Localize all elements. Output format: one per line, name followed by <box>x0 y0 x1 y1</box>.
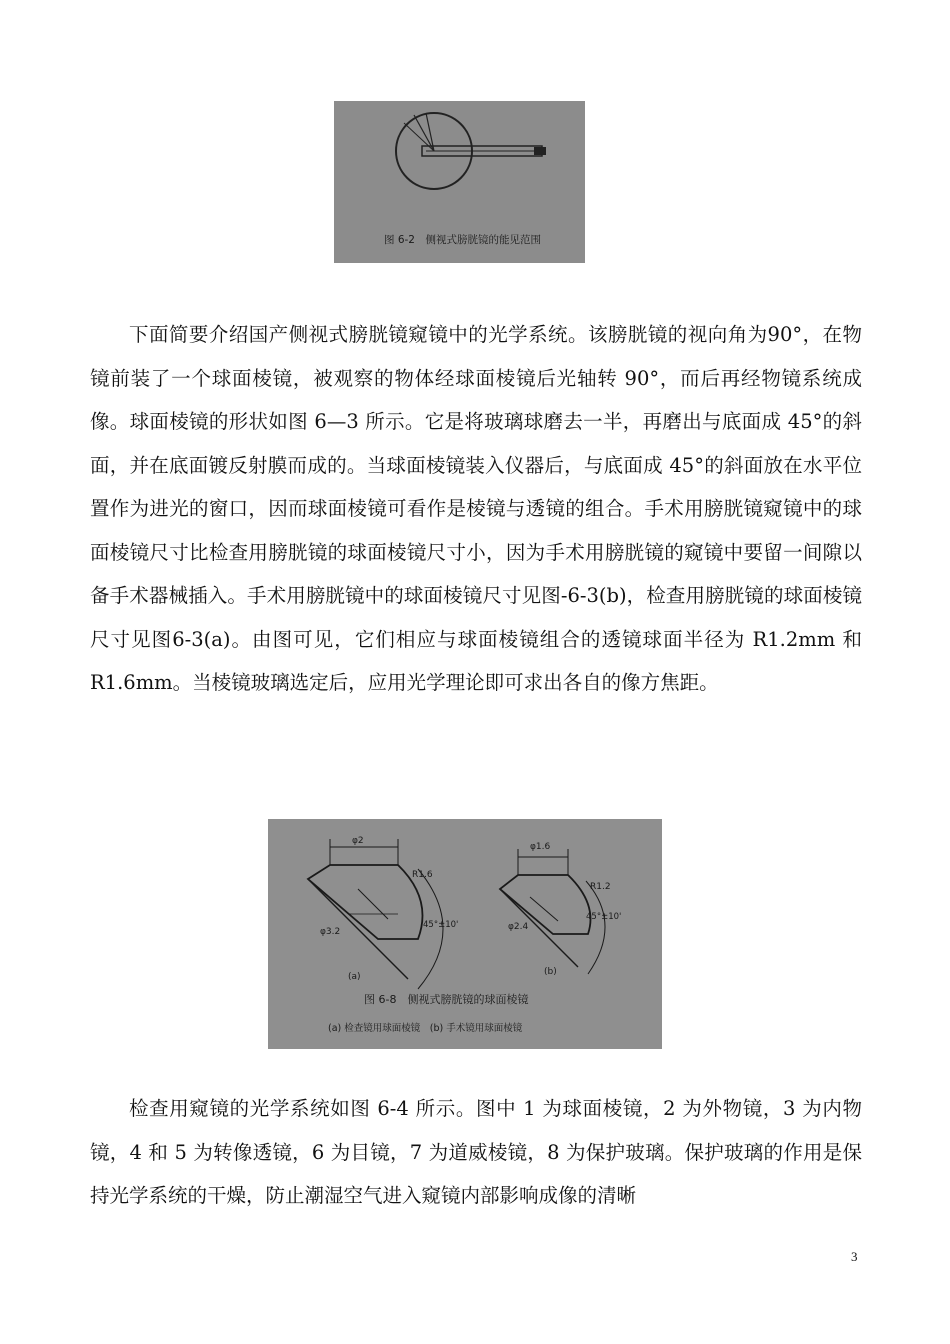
body-paragraph-2: 检查用窥镜的光学系统如图 6-4 所示。图中 1 为球面棱镜，2 为外物镜，3 为内物镜，4 和 5 为转像透镜，6 为目镜，7 为道威棱镜，8 为保护玻璃。保护玻璃的作用是保持光学系统的干燥，防止潮湿空气进入窥镜内部影响成像的清晰 <box>90 1097 862 1207</box>
label-a-dim: φ2 <box>352 836 364 846</box>
label-a-sub: (a) <box>348 972 361 982</box>
body-paragraph-1: 下面简要介绍国产侧视式膀胱镜窥镜中的光学系统。该膀胱镜的视向角为90°，在物镜前装了一个球面棱镜，被观察的物体经球面棱镜后光轴转 90°，而后再经物镜系统成像。球面棱镜的形状如图 6—3 所示。它是将玻璃球磨去一半，再磨出与底面成 45°的斜面，并在底面镀反射膜而成的。当球面棱镜装入仪器后，与底面成 45°的斜面放在水平位置作为进光的窗口，因而球面棱镜可看作是棱镜与透镜的组合。手术用膀胱镜窥镜中的球面棱镜尺寸比检查用膀胱镜的球面棱镜尺寸小，因为手术用膀胱镜的窥镜中要留一间隙以备手术器械插入。手术用膀胱镜中的球面棱镜尺寸见图-6-3(b)，检查用膀胱镜的球面棱镜尺寸见图6-3(a)。由图可见，它们相应与球面棱镜组合的透镜球面半径为 R1.2mm 和R1.6mm。当棱镜玻璃选定后，应用光学理论即可求出各自的像方焦距。 <box>90 323 862 694</box>
label-a-diag: φ3.2 <box>320 927 341 937</box>
view-range-diagram <box>334 101 585 263</box>
label-a-radius: R1.6 <box>412 870 433 880</box>
figure-top-caption: 图 6-2 侧视式膀胱镜的能见范围 <box>384 234 541 246</box>
label-b-radius: R1.2 <box>590 882 611 892</box>
label-b-sub: (b) <box>544 967 557 977</box>
figure-spherical-prism <box>268 819 662 1049</box>
label-b-dim: φ1.6 <box>530 842 551 852</box>
figure-bottom-caption: 图 6-8 侧视式膀胱镜的球面棱镜 <box>364 993 529 1006</box>
spherical-prism-diagram <box>268 819 662 1049</box>
figure-bottom-subcaption: (a) 检查镜用球面棱镜 (b) 手术镜用球面棱镜 <box>328 1023 523 1034</box>
label-b-diag: φ2.4 <box>508 922 529 932</box>
label-b-angle: 45°±10' <box>586 912 622 922</box>
figure-view-range <box>334 101 585 263</box>
page-number: 3 <box>851 1249 858 1264</box>
label-a-angle: 45°±10' <box>423 920 459 930</box>
